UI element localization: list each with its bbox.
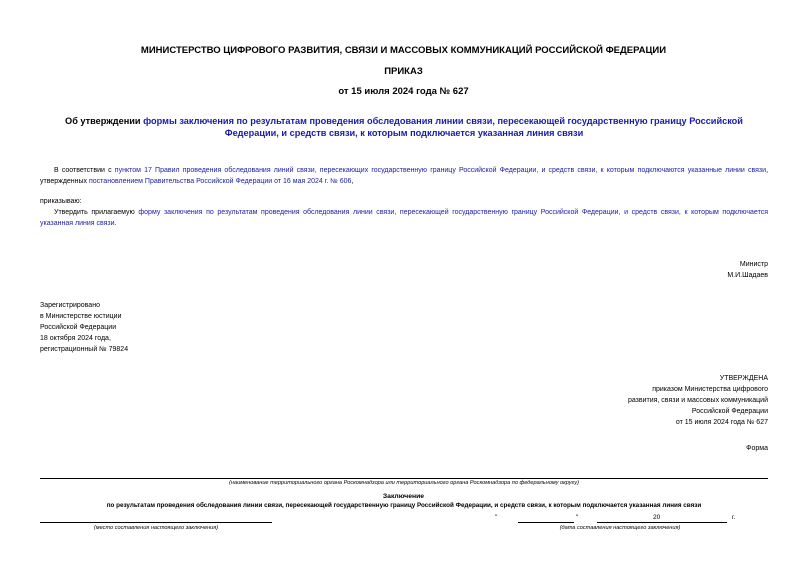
para2-text-2: . bbox=[114, 220, 117, 227]
form-heading: Заключение bbox=[382, 493, 425, 500]
registration-line-2: в Министерстве юстиции bbox=[40, 313, 122, 320]
registration-line-4: 18 октября 2024 года, bbox=[40, 335, 111, 342]
title-prefix: Об утверждении bbox=[65, 116, 144, 126]
place-caption: (место составления настоящего заключения) bbox=[93, 525, 219, 531]
quote-open: " bbox=[495, 514, 498, 521]
document-date: от 15 июля 2024 года № 627 bbox=[338, 86, 469, 97]
para1-text-2: , утвержденных bbox=[40, 167, 769, 185]
signature-role: Министр bbox=[739, 261, 768, 268]
day-line bbox=[518, 522, 574, 523]
rules-link[interactable]: пунктом 17 Правил проведения обследования линий связи, пересекающих государственную границу Российской Федерации, и средств связи, к которым подключаются указанные линии связи bbox=[114, 167, 767, 174]
resolution-link[interactable]: постановлением Правительства Российской Федерации от 16 мая 2024 г. № 606 bbox=[89, 178, 352, 185]
ministry-name: МИНИСТЕРСТВО ЦИФРОВОГО РАЗВИТИЯ, СВЯЗИ И МАССОВЫХ КОММУНИКАЦИЙ РОССИЙСКОЙ ФЕДЕРАЦИИ bbox=[140, 45, 667, 56]
para1-text-3: , bbox=[351, 178, 354, 185]
document-type: ПРИКАЗ bbox=[384, 66, 423, 77]
org-name-line bbox=[40, 478, 768, 479]
month-line bbox=[597, 522, 727, 523]
form-link[interactable]: форму заключения по результатам проведения обследования линии связи, пересекающей государственную границу Российской Федерации, и средств связи, к которым подключается указанная линия связи bbox=[40, 209, 768, 227]
order-word: приказываю: bbox=[40, 198, 82, 205]
year-prefix: 20 bbox=[653, 514, 661, 521]
paragraph-approve bbox=[40, 207, 768, 229]
approved-line-2: приказом Министерства цифрового bbox=[652, 386, 768, 393]
form-subheading: по результатам проведения обследования линии связи, пересекающей государственную границу Российской Федерации, и средств связи, к которым подключается указанная линия связи bbox=[106, 502, 702, 509]
approved-line-5: от 15 июля 2024 года № 627 bbox=[675, 419, 768, 426]
year-suffix: г. bbox=[732, 514, 736, 521]
approved-line-3: развития, связи и массовых коммуникаций bbox=[627, 397, 768, 404]
paragraph-basis bbox=[40, 165, 768, 187]
registration-block bbox=[40, 300, 128, 355]
approved-line-4: Российской Федерации bbox=[691, 408, 768, 415]
registration-line-3: Российской Федерации bbox=[40, 324, 117, 331]
signature-block bbox=[727, 259, 768, 281]
place-line bbox=[40, 522, 272, 523]
approved-block bbox=[628, 373, 768, 428]
registration-line-1: Зарегистрировано bbox=[40, 302, 100, 309]
date-caption: (дата составления настоящего заключения) bbox=[559, 525, 681, 531]
approved-line-1: УТВЕРЖДЕНА bbox=[719, 375, 768, 382]
title-form-link[interactable]: формы заключения по результатам проведения обследования линии связи, пересекающей государственную границу Российской Федерации, и средств связи, к которым подключается указанная линия связи bbox=[143, 116, 743, 138]
para2-text-1: Утвердить прилагаемую bbox=[54, 209, 139, 216]
para1-text-1: В соответствии с bbox=[54, 167, 115, 174]
registration-line-5: регистрационный № 79824 bbox=[40, 346, 129, 353]
document-title bbox=[40, 115, 768, 139]
form-label: Форма bbox=[746, 445, 768, 452]
org-name-caption: (наименование территориального органа Роскомнадзора или территориального органа Роскомнадзора по федеральному округу) bbox=[229, 480, 579, 486]
signature-name: М.И.Шадаев bbox=[727, 272, 768, 279]
quote-close: " bbox=[576, 514, 579, 521]
